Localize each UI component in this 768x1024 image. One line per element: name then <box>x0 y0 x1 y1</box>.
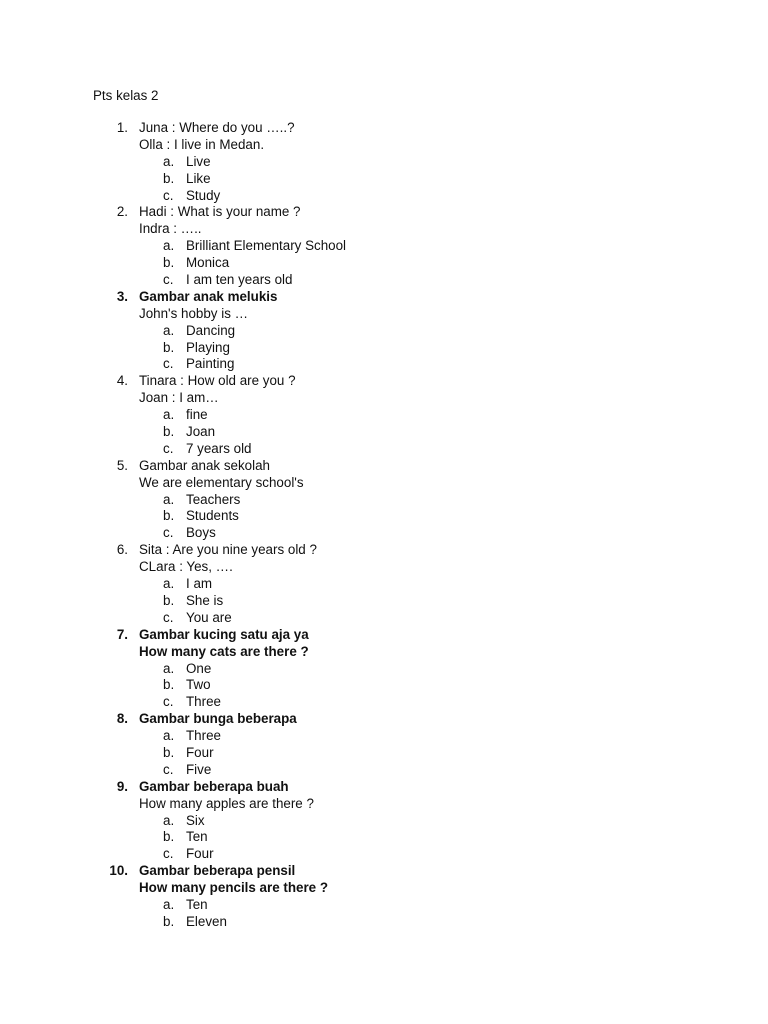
question-line <box>0 779 768 796</box>
question-number: 8. <box>116 711 128 727</box>
question-subline <box>0 880 768 897</box>
question-number: 10. <box>109 863 128 879</box>
option-text: She is <box>186 592 224 608</box>
option-text: Ten <box>186 896 208 912</box>
option-letter: a. <box>163 491 175 507</box>
question-line <box>0 204 768 221</box>
answer-option <box>0 492 768 509</box>
option-letter: a. <box>163 896 175 912</box>
option-letter: a. <box>163 660 175 676</box>
option-letter: a. <box>163 153 175 169</box>
answer-option <box>0 171 768 188</box>
answer-option <box>0 846 768 863</box>
option-text: Live <box>186 153 211 169</box>
question-line <box>0 120 768 137</box>
answer-option <box>0 508 768 525</box>
option-text: Boys <box>186 525 216 541</box>
question-text: Gambar bunga beberapa <box>139 711 297 727</box>
answer-option <box>0 593 768 610</box>
answer-option <box>0 694 768 711</box>
option-text: Five <box>186 761 212 777</box>
question-number: 3. <box>116 288 128 304</box>
question-text: Olla : I live in Medan. <box>139 136 265 152</box>
option-letter: c. <box>163 525 174 541</box>
question-text: How many apples are there ? <box>139 795 314 811</box>
question-number: 4. <box>116 373 128 389</box>
option-text: 7 years old <box>186 440 252 456</box>
question-subline <box>0 796 768 813</box>
option-letter: c. <box>163 187 174 203</box>
question-number: 1. <box>116 120 128 135</box>
option-text: Three <box>186 728 221 744</box>
answer-option <box>0 356 768 373</box>
option-letter: b. <box>163 677 175 693</box>
answer-option <box>0 323 768 340</box>
option-letter: b. <box>163 829 175 845</box>
option-text: Dancing <box>186 322 236 338</box>
option-text: Six <box>186 812 205 828</box>
answer-option <box>0 897 768 914</box>
option-letter: a. <box>163 576 175 592</box>
question-subline <box>0 221 768 238</box>
answer-option <box>0 829 768 846</box>
option-letter: a. <box>163 322 175 338</box>
option-letter: b. <box>163 592 175 608</box>
question-line <box>0 289 768 306</box>
question-text: CLara : Yes, …. <box>139 559 233 575</box>
answer-option <box>0 407 768 424</box>
answer-option <box>0 255 768 272</box>
question-number: 5. <box>116 457 128 473</box>
question-line <box>0 711 768 728</box>
answer-option <box>0 272 768 289</box>
option-letter: b. <box>163 913 175 929</box>
answer-option <box>0 441 768 458</box>
question-line <box>0 863 768 880</box>
option-text: Study <box>186 187 221 203</box>
question-text: Gambar kucing satu aja ya <box>139 626 309 642</box>
option-text: Two <box>186 677 211 693</box>
option-letter: a. <box>163 407 175 423</box>
option-letter: c. <box>163 846 174 862</box>
option-text: fine <box>186 407 208 423</box>
option-text: I am ten years old <box>186 272 293 288</box>
option-text: Playing <box>186 339 230 355</box>
question-text: Gambar anak melukis <box>139 288 278 304</box>
answer-option <box>0 154 768 171</box>
option-letter: c. <box>163 356 174 372</box>
option-text: Teachers <box>186 491 241 507</box>
option-letter: c. <box>163 272 174 288</box>
option-letter: a. <box>163 728 175 744</box>
option-text: Students <box>186 508 239 524</box>
option-text: One <box>186 660 212 676</box>
option-text: You are <box>186 609 232 625</box>
question-subline <box>0 306 768 323</box>
option-letter: b. <box>163 744 175 760</box>
question-text: How many pencils are there ? <box>139 880 329 896</box>
answer-option <box>0 728 768 745</box>
option-letter: a. <box>163 812 175 828</box>
option-letter: c. <box>163 761 174 777</box>
option-text: Four <box>186 744 214 760</box>
answer-option <box>0 340 768 357</box>
answer-option <box>0 745 768 762</box>
question-text: John's hobby is … <box>139 305 248 321</box>
question-subline <box>0 644 768 661</box>
option-letter: c. <box>163 440 174 456</box>
option-text: Joan <box>186 424 216 440</box>
answer-option <box>0 576 768 593</box>
question-text: We are elementary school's <box>139 474 304 490</box>
question-subline <box>0 559 768 576</box>
question-list <box>0 120 768 931</box>
question-number: 6. <box>116 542 128 558</box>
question-number: 9. <box>116 778 128 794</box>
document-title: Pts kelas 2 <box>93 88 159 103</box>
answer-option <box>0 610 768 627</box>
question-text: Joan : I am… <box>139 390 219 406</box>
option-text: I am <box>186 576 213 592</box>
option-letter: c. <box>163 609 174 625</box>
option-text: Painting <box>186 356 235 372</box>
option-text: Four <box>186 846 214 862</box>
question-text: Tinara : How old are you ? <box>139 373 296 389</box>
question-text: Gambar anak sekolah <box>139 457 271 473</box>
question-subline <box>0 390 768 407</box>
answer-option <box>0 525 768 542</box>
question-line <box>0 373 768 390</box>
option-text: Three <box>186 694 221 710</box>
option-letter: b. <box>163 424 175 440</box>
answer-option <box>0 813 768 830</box>
answer-option <box>0 762 768 779</box>
option-letter: a. <box>163 238 175 254</box>
option-letter: c. <box>163 694 174 710</box>
answer-option <box>0 424 768 441</box>
question-text: Indra : ….. <box>139 221 202 237</box>
question-text: Hadi : What is your name ? <box>139 204 301 220</box>
question-text: Gambar beberapa pensil <box>139 863 296 879</box>
option-letter: b. <box>163 508 175 524</box>
answer-option <box>0 914 768 931</box>
answer-option <box>0 661 768 678</box>
question-line <box>0 627 768 644</box>
option-text: Monica <box>186 255 230 271</box>
option-text: Like <box>186 170 211 186</box>
question-line <box>0 542 768 559</box>
option-letter: b. <box>163 255 175 271</box>
question-subline <box>0 137 768 154</box>
question-number: 2. <box>116 204 128 220</box>
option-letter: b. <box>163 170 175 186</box>
question-text: Juna : Where do you …..? <box>139 120 295 135</box>
answer-option <box>0 188 768 205</box>
option-letter: b. <box>163 339 175 355</box>
question-subline <box>0 475 768 492</box>
question-text: How many cats are there ? <box>139 643 309 659</box>
answer-option <box>0 677 768 694</box>
question-number: 7. <box>116 626 128 642</box>
question-line <box>0 458 768 475</box>
question-text: Gambar beberapa buah <box>139 778 289 794</box>
question-text: Sita : Are you nine years old ? <box>139 542 317 558</box>
option-text: Eleven <box>186 913 227 929</box>
option-text: Ten <box>186 829 208 845</box>
option-text: Brilliant Elementary School <box>186 238 347 254</box>
answer-option <box>0 238 768 255</box>
